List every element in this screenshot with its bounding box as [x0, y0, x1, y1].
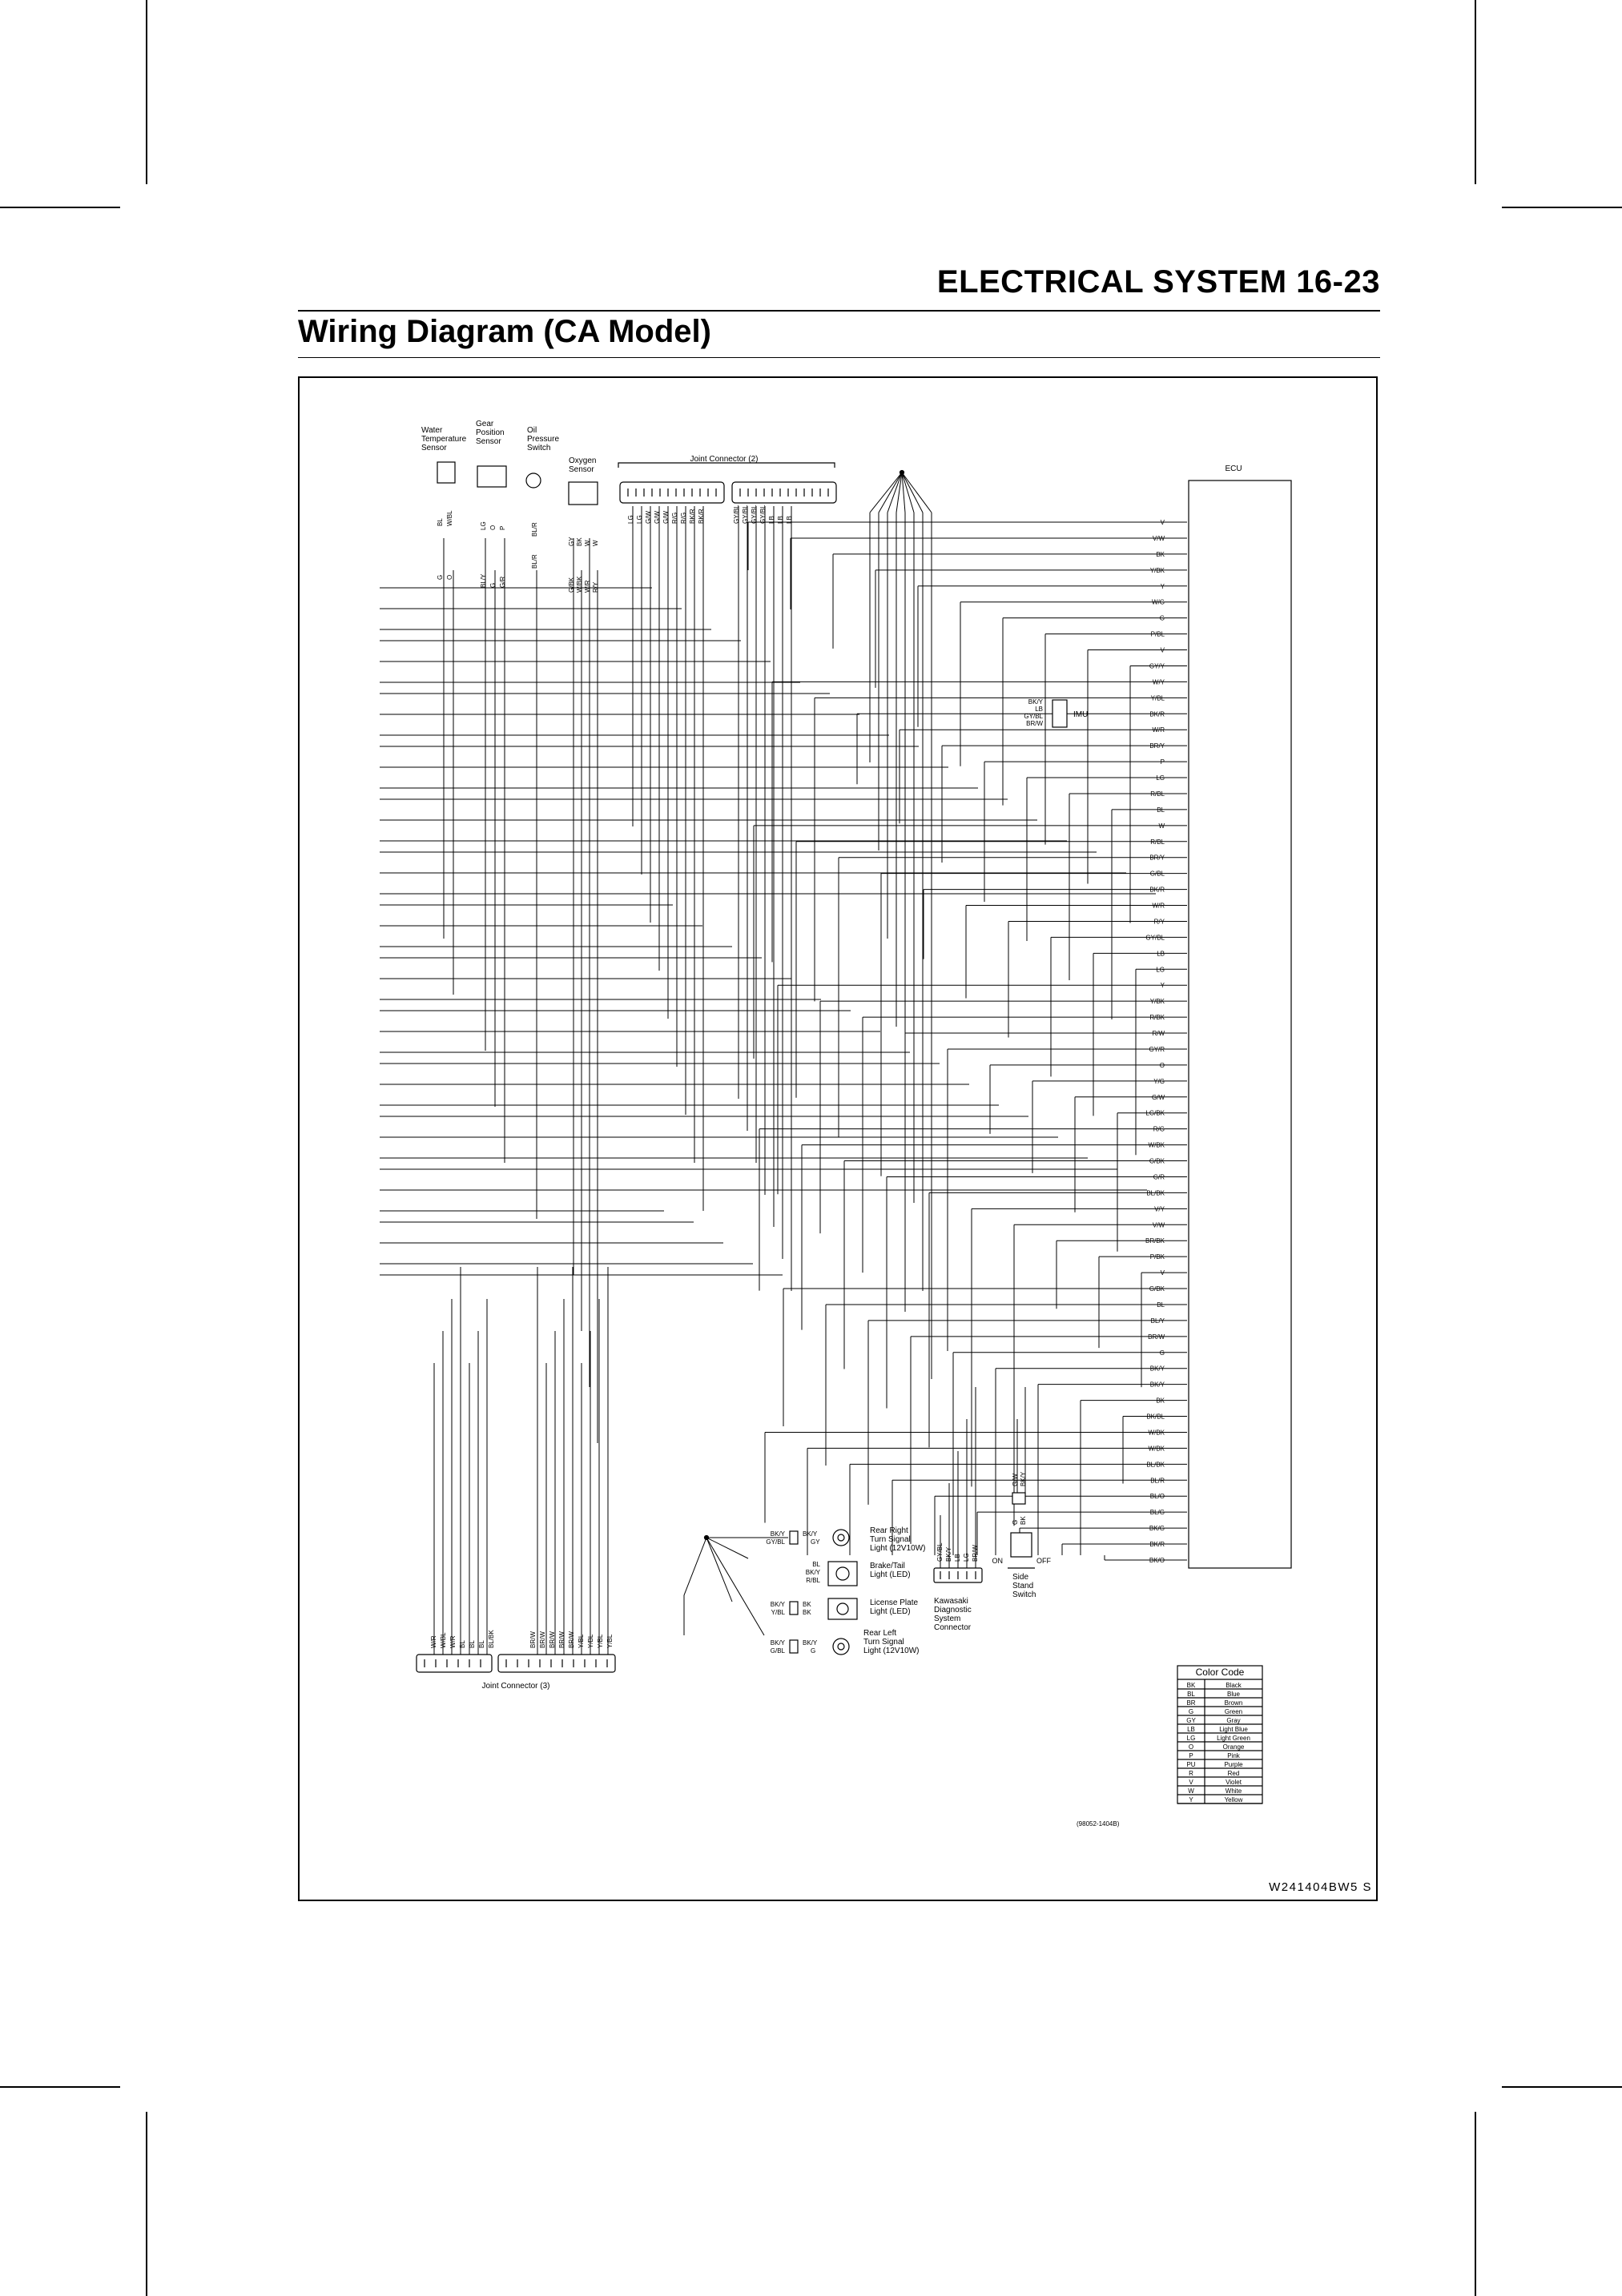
- color-code-name: White: [1225, 1787, 1242, 1795]
- ecu-pin-label: R/BL: [1150, 838, 1165, 846]
- water-temp-wire-label: O: [446, 574, 453, 580]
- oxygen-wire-label: W: [592, 540, 599, 546]
- ecu-pin-label: G/W: [1152, 1093, 1165, 1101]
- color-code-abbr: BL: [1187, 1691, 1195, 1698]
- ecu-pin-label: BK/R: [1149, 1541, 1165, 1549]
- jc2-wire-label: LG: [627, 515, 634, 524]
- jc2-wire-label: GY/BL: [733, 505, 740, 524]
- side-stand-wire-label: G: [1012, 1519, 1019, 1525]
- crop-mark: [1475, 0, 1476, 184]
- ecu-pin-label: BK/O: [1149, 1557, 1165, 1564]
- imu-wire-label: GY/BL: [1024, 713, 1043, 720]
- color-code-name: Green: [1224, 1708, 1243, 1715]
- side-stand-connector: [1012, 1493, 1025, 1504]
- ecu-pin-label: Y/BK: [1149, 566, 1165, 574]
- ecu-pin-label: W/G: [1152, 598, 1165, 606]
- color-code-name: Blue: [1226, 1691, 1241, 1698]
- kds-connector-label: System: [934, 1614, 961, 1623]
- gear-position-wire-label: O: [489, 525, 497, 530]
- water-temp-sensor-label: Water: [421, 426, 443, 435]
- color-code-name: Purple: [1224, 1761, 1243, 1768]
- color-code-name: Violet: [1226, 1779, 1242, 1786]
- jc2-wire-label: GY/BL: [751, 505, 758, 524]
- ecu-pin-label: BL: [1157, 806, 1165, 814]
- ecu-pin-label: G/BK: [1149, 1157, 1165, 1165]
- jc2-wire-label: GY/BL: [759, 505, 767, 524]
- ecu-pin-label: BR/Y: [1149, 742, 1165, 750]
- ecu-pin-label: W/R: [1152, 902, 1165, 910]
- jc3-wire-label: BR/W: [549, 1631, 556, 1648]
- wire-label: BK/Y: [770, 1601, 785, 1608]
- kds-connector-label: Diagnostic: [934, 1606, 972, 1614]
- ecu-pin-label: V/Y: [1154, 1205, 1165, 1213]
- kds-connector-label: Kawasaki: [934, 1597, 968, 1606]
- ecu-pin-label: P/BK: [1149, 1253, 1165, 1261]
- ecu-pin-label: BK/R: [1149, 886, 1165, 894]
- oil-pressure-switch: [526, 473, 541, 488]
- oxygen-sensor: [569, 482, 598, 505]
- color-code-abbr: R: [1189, 1770, 1193, 1777]
- color-code-name: Orange: [1222, 1743, 1245, 1751]
- ecu-pin-label: V/W: [1152, 1221, 1165, 1229]
- junction-dot: [705, 1536, 709, 1540]
- color-code-abbr: W: [1188, 1787, 1194, 1795]
- ecu-pin-label: W/R: [1152, 726, 1165, 734]
- color-code-abbr: GY: [1186, 1717, 1196, 1724]
- wire-label: BK/Y: [770, 1530, 785, 1538]
- wire-branch: [879, 472, 902, 513]
- ecu-pin-label: G: [1159, 614, 1165, 622]
- ecu-pin-label: BR/BK: [1145, 1237, 1165, 1245]
- wire-label: BK/Y: [803, 1530, 818, 1538]
- ecu-pin-label: G/R: [1153, 1173, 1165, 1181]
- jc2-wire-label: LG: [636, 515, 643, 524]
- gear-position-wire-label: G: [489, 582, 497, 588]
- ecu-pin-label: Y/BL: [1150, 694, 1165, 702]
- ecu-pin-label: BK/R: [1149, 710, 1165, 718]
- gear-position-wire-label: BL/Y: [480, 573, 487, 588]
- ecu-pin-label: BK/G: [1149, 1525, 1165, 1533]
- oxygen-wire-label: BK: [576, 537, 583, 546]
- color-code-abbr: PU: [1186, 1761, 1196, 1768]
- ecu-pin-label: Y: [1160, 582, 1165, 590]
- jc2-wire-label: G/W: [654, 511, 661, 524]
- ecu-label: ECU: [1225, 464, 1242, 473]
- wire-label: GY/BL: [766, 1538, 785, 1546]
- side-stand-label: Stand: [1012, 1582, 1034, 1590]
- ecu-pin-label: BK: [1156, 550, 1165, 558]
- side-stand-on-label: ON: [992, 1557, 1003, 1565]
- color-code-abbr: P: [1189, 1752, 1193, 1759]
- side-stand-off-label: OFF: [1036, 1557, 1051, 1565]
- figure-code: W241404BW5 S: [1269, 1880, 1372, 1894]
- gear-position-wire-label: P: [499, 525, 506, 530]
- ecu-pin-label: R/BL: [1150, 790, 1165, 798]
- ecu-pin-label: W/Y: [1152, 678, 1165, 686]
- license-plate-label: License Plate: [870, 1598, 919, 1607]
- oxygen-wire-label: W: [584, 540, 591, 546]
- oil-pressure-wire-label: BL/R: [531, 522, 538, 537]
- imu-label: IMU: [1073, 710, 1089, 719]
- ecu-pin-label: BK/BL: [1146, 1413, 1165, 1421]
- rear-left-turn-lamp-filament: [838, 1643, 844, 1650]
- crop-mark: [0, 207, 120, 208]
- crop-mark: [1502, 2086, 1622, 2088]
- ecu-pin-label: LG/BK: [1145, 1109, 1165, 1117]
- oxygen-sensor-label: Oxygen: [569, 456, 597, 465]
- jc2-wire-label: LB: [777, 516, 784, 524]
- oil-pressure-wire-label: BL/R: [531, 554, 538, 569]
- imu-wire-label: LB: [1035, 706, 1043, 713]
- ecu-pin-label: V/W: [1152, 534, 1165, 542]
- gear-position-sensor-label: Position: [476, 428, 505, 437]
- color-code-abbr: BR: [1186, 1699, 1196, 1707]
- wire-label: BL: [812, 1561, 820, 1568]
- ecu-pin-label: LG: [1156, 774, 1165, 782]
- diagram-frame: [298, 376, 1378, 1901]
- ecu-pin-label: BL: [1157, 1301, 1165, 1309]
- lighting-wire: [684, 1538, 706, 1635]
- jc3-wire-label: BL: [478, 1640, 485, 1648]
- gear-position-wire-label: G/R: [499, 576, 506, 588]
- rear-right-turn-label: Light (12V10W): [870, 1544, 926, 1553]
- jc3-wire-label: Y/BL: [597, 1634, 604, 1648]
- color-code-abbr: BK: [1186, 1682, 1196, 1689]
- ecu-pin-label: W/BK: [1148, 1429, 1165, 1437]
- ecu-pin-label: BL/Y: [1150, 1317, 1165, 1325]
- color-code-abbr: Y: [1189, 1796, 1193, 1803]
- wire-label: BK/Y: [805, 1569, 820, 1576]
- wire-label: R/BL: [806, 1577, 820, 1584]
- color-code-name: Red: [1227, 1770, 1240, 1777]
- ecu-pin-label: LB: [1157, 950, 1165, 958]
- wiring-diagram: [300, 378, 1376, 1900]
- color-code-name: Brown: [1224, 1699, 1243, 1707]
- color-code-name: Yellow: [1224, 1796, 1243, 1803]
- ecu-pin-label: G/BL: [1149, 870, 1165, 878]
- color-code-abbr: G: [1188, 1708, 1194, 1715]
- oxygen-wire-label: R/Y: [592, 581, 599, 593]
- gear-position-wire-label: LG: [480, 521, 487, 530]
- oxygen-wire-label: W/R: [584, 580, 591, 593]
- side-stand-wire-label: BK/Y: [1020, 1471, 1027, 1486]
- imu-wire-label: BK/Y: [1028, 698, 1043, 706]
- jc2-wire-label: G/W: [645, 511, 652, 524]
- ecu-pin-label: W/BK: [1148, 1445, 1165, 1453]
- ecu-pin-label: V: [1160, 1269, 1165, 1277]
- water-temp-sensor: [437, 462, 455, 483]
- ecu-pin-label: Y/BK: [1149, 998, 1165, 1006]
- ecu-pin-label: V: [1160, 646, 1165, 654]
- jc2-wire-label: LB: [786, 516, 793, 524]
- subtitle-rule: [298, 357, 1380, 358]
- jc2-wire-label: R/G: [671, 512, 678, 524]
- jc3-wire-label: W/R: [430, 1635, 437, 1648]
- ecu-pin-label: BK/Y: [1149, 1381, 1165, 1389]
- ecu-pin-label: W: [1158, 822, 1165, 830]
- license-plate-label: Light (LED): [870, 1607, 911, 1616]
- crop-mark: [146, 0, 147, 184]
- ecu-pin-label: P: [1160, 758, 1165, 766]
- license-connector: [790, 1602, 798, 1614]
- jc2-wire-label: BK/R: [689, 509, 696, 524]
- jc3-wire-label: W/R: [449, 1635, 457, 1648]
- ecu-pin-label: P/BL: [1150, 630, 1165, 638]
- kds-wire-label: BR/W: [972, 1545, 979, 1562]
- crop-mark: [1502, 207, 1622, 208]
- rear-left-turn-label: Light (12V10W): [863, 1647, 920, 1655]
- oxygen-sensor-label: Sensor: [569, 465, 594, 474]
- rear-left-turn-label: Rear Left: [863, 1629, 897, 1638]
- kds-wire-label: LB: [954, 1554, 961, 1562]
- ecu-pin-label: Y/G: [1153, 1077, 1165, 1085]
- jc2-wire-label: R/G: [680, 512, 687, 524]
- ecu-pin-label: GY/R: [1149, 1045, 1165, 1053]
- jc3-wire-label: Y/BL: [578, 1634, 585, 1648]
- oxygen-wire-label: G/BK: [568, 577, 575, 593]
- color-code-abbr: V: [1189, 1779, 1193, 1786]
- oil-pressure-switch-label: Pressure: [527, 435, 560, 444]
- header-rule: [298, 310, 1380, 312]
- kds-wire-label: GY/BL: [936, 1542, 944, 1562]
- color-code-abbr: LG: [1186, 1735, 1196, 1742]
- brake-tail-label: Brake/Tail: [870, 1562, 905, 1570]
- ecu-pin-label: BK: [1156, 1397, 1165, 1405]
- brake-tail-label: Light (LED): [870, 1570, 911, 1579]
- ecu-pin-label: BL/R: [1150, 1477, 1165, 1485]
- side-stand-label: Side: [1012, 1573, 1029, 1582]
- ecu-pin-label: LG: [1156, 966, 1165, 974]
- gear-position-sensor: [477, 466, 506, 487]
- oxygen-wire-label: W/BK: [576, 576, 583, 593]
- oil-pressure-switch-label: Switch: [527, 444, 551, 452]
- jc3-wire-label: W/BL: [440, 1632, 447, 1648]
- jc3-wire-label: BR/W: [539, 1631, 546, 1648]
- part-number: (98052-1404B): [1077, 1820, 1120, 1828]
- wire-label: BK/Y: [770, 1639, 785, 1647]
- ecu-pin-label: R/W: [1152, 1030, 1165, 1038]
- rear-right-turn-label: Rear Right: [870, 1526, 908, 1535]
- jc2-wire-label: G/W: [662, 511, 670, 524]
- jc3-wire-label: BR/W: [529, 1631, 537, 1648]
- wire-label: GY: [811, 1538, 820, 1546]
- ecu-pin-label: V: [1160, 519, 1165, 526]
- ecu-pin-label: GY/Y: [1149, 662, 1165, 670]
- color-code-abbr: LB: [1187, 1726, 1195, 1733]
- water-temp-wire-label: G: [437, 574, 444, 580]
- ecu-pin-label: BL/O: [1149, 1493, 1165, 1501]
- side-stand-label: Switch: [1012, 1590, 1036, 1599]
- ecu-pin-label: W/BK: [1148, 1141, 1165, 1149]
- crop-mark: [1475, 2112, 1476, 2296]
- ecu-pin-label: R/BK: [1149, 1014, 1165, 1022]
- wire-branch: [887, 472, 902, 513]
- wire-branch: [902, 472, 932, 513]
- rear-right-turn-label: Turn Signal: [870, 1535, 911, 1544]
- ecu-pin-label: BL/BK: [1146, 1189, 1165, 1197]
- gear-position-sensor-label: Gear: [476, 420, 494, 428]
- page-subtitle: Wiring Diagram (CA Model): [298, 314, 711, 349]
- ecu-pin-label: R/G: [1153, 1125, 1165, 1133]
- ecu-pin-label: Y: [1160, 982, 1165, 990]
- rear-right-turn-lamp-filament: [838, 1534, 844, 1541]
- ecu-pin-label: R/Y: [1153, 918, 1165, 926]
- jc2-wire-label: GY/BL: [742, 505, 749, 524]
- imu-wire-label: BR/W: [1026, 720, 1043, 727]
- ecu-pin-label: G/BK: [1149, 1285, 1165, 1293]
- imu-box: [1052, 700, 1067, 727]
- oil-pressure-switch-label: Oil: [527, 426, 537, 435]
- side-stand-switch: [1011, 1533, 1032, 1557]
- ecu-box: [1189, 481, 1291, 1568]
- ecu-pin-label: G: [1159, 1349, 1165, 1357]
- joint-connector-3-label: Joint Connector (3): [481, 1682, 550, 1691]
- wire-label: BK: [803, 1601, 811, 1608]
- ecu-pin-label: BR/Y: [1149, 854, 1165, 862]
- jc3-wire-label: BL: [459, 1640, 466, 1648]
- color-code-name: Pink: [1227, 1752, 1240, 1759]
- wire-label: BK: [803, 1609, 811, 1616]
- water-temp-wire-label: BL: [437, 518, 444, 526]
- rear-left-turn-connector: [790, 1640, 798, 1653]
- kds-wire-label: LG: [963, 1553, 970, 1562]
- jc3-wire-label: BL/BK: [488, 1630, 495, 1648]
- rear-left-turn-label: Turn Signal: [863, 1638, 904, 1647]
- water-temp-sensor-label: Sensor: [421, 444, 447, 452]
- jc3-wire-label: Y/BL: [606, 1634, 614, 1648]
- color-code-abbr: O: [1188, 1743, 1194, 1751]
- ecu-pin-label: GY/BL: [1145, 934, 1165, 942]
- color-code-name: Light Blue: [1219, 1726, 1248, 1733]
- color-code-name: Light Green: [1217, 1735, 1250, 1742]
- jc3-wire-label: BR/W: [568, 1631, 575, 1648]
- jc2-wire-label: BK/R: [698, 509, 705, 524]
- gear-position-sensor-label: Sensor: [476, 437, 501, 446]
- jc2-wire-label: LB: [768, 516, 775, 524]
- crop-mark: [146, 2112, 147, 2296]
- brake-tail-icon: [836, 1567, 849, 1580]
- junction-dot: [900, 471, 904, 475]
- wire-harness: [380, 472, 1187, 1655]
- color-code-name: Gray: [1226, 1717, 1241, 1724]
- rear-right-turn-connector: [790, 1531, 798, 1544]
- jc3-wire-label: BR/W: [558, 1631, 565, 1648]
- wire-label: BK/Y: [803, 1639, 818, 1647]
- wire-label: G: [811, 1647, 816, 1655]
- jc3-wire-label: Y/BL: [587, 1634, 594, 1648]
- water-temp-sensor-label: Temperature: [421, 435, 467, 444]
- oxygen-wire-label: GY: [568, 537, 575, 546]
- section-title: ELECTRICAL SYSTEM 16-23: [936, 264, 1380, 300]
- side-stand-wire-label: BK: [1020, 1516, 1027, 1525]
- side-stand-wire-label: G/W: [1012, 1474, 1019, 1486]
- water-temp-wire-label: W/BL: [446, 510, 453, 526]
- color-code-name: Black: [1226, 1682, 1242, 1689]
- jc3-wire-label: BL: [469, 1640, 476, 1648]
- kds-connector-label: Connector: [934, 1623, 972, 1632]
- wire-label: Y/BL: [771, 1609, 785, 1616]
- license-icon: [837, 1603, 848, 1614]
- joint-connector-3-right: [498, 1655, 615, 1672]
- ecu-pin-label: BL/BK: [1146, 1461, 1165, 1469]
- ecu-pin-label: BK/Y: [1149, 1365, 1165, 1373]
- kds-wire-label: BK/Y: [945, 1546, 952, 1562]
- ecu-pin-label: BL/G: [1149, 1509, 1165, 1517]
- crop-mark: [0, 2086, 120, 2088]
- ecu-pin-label: BR/W: [1148, 1333, 1165, 1341]
- joint-connector-2-label: Joint Connector (2): [690, 455, 759, 464]
- color-code-title: Color Code: [1195, 1667, 1245, 1678]
- ecu-pin-label: O: [1159, 1061, 1165, 1069]
- lighting-wire: [706, 1538, 732, 1602]
- wire-label: G/BL: [770, 1647, 785, 1655]
